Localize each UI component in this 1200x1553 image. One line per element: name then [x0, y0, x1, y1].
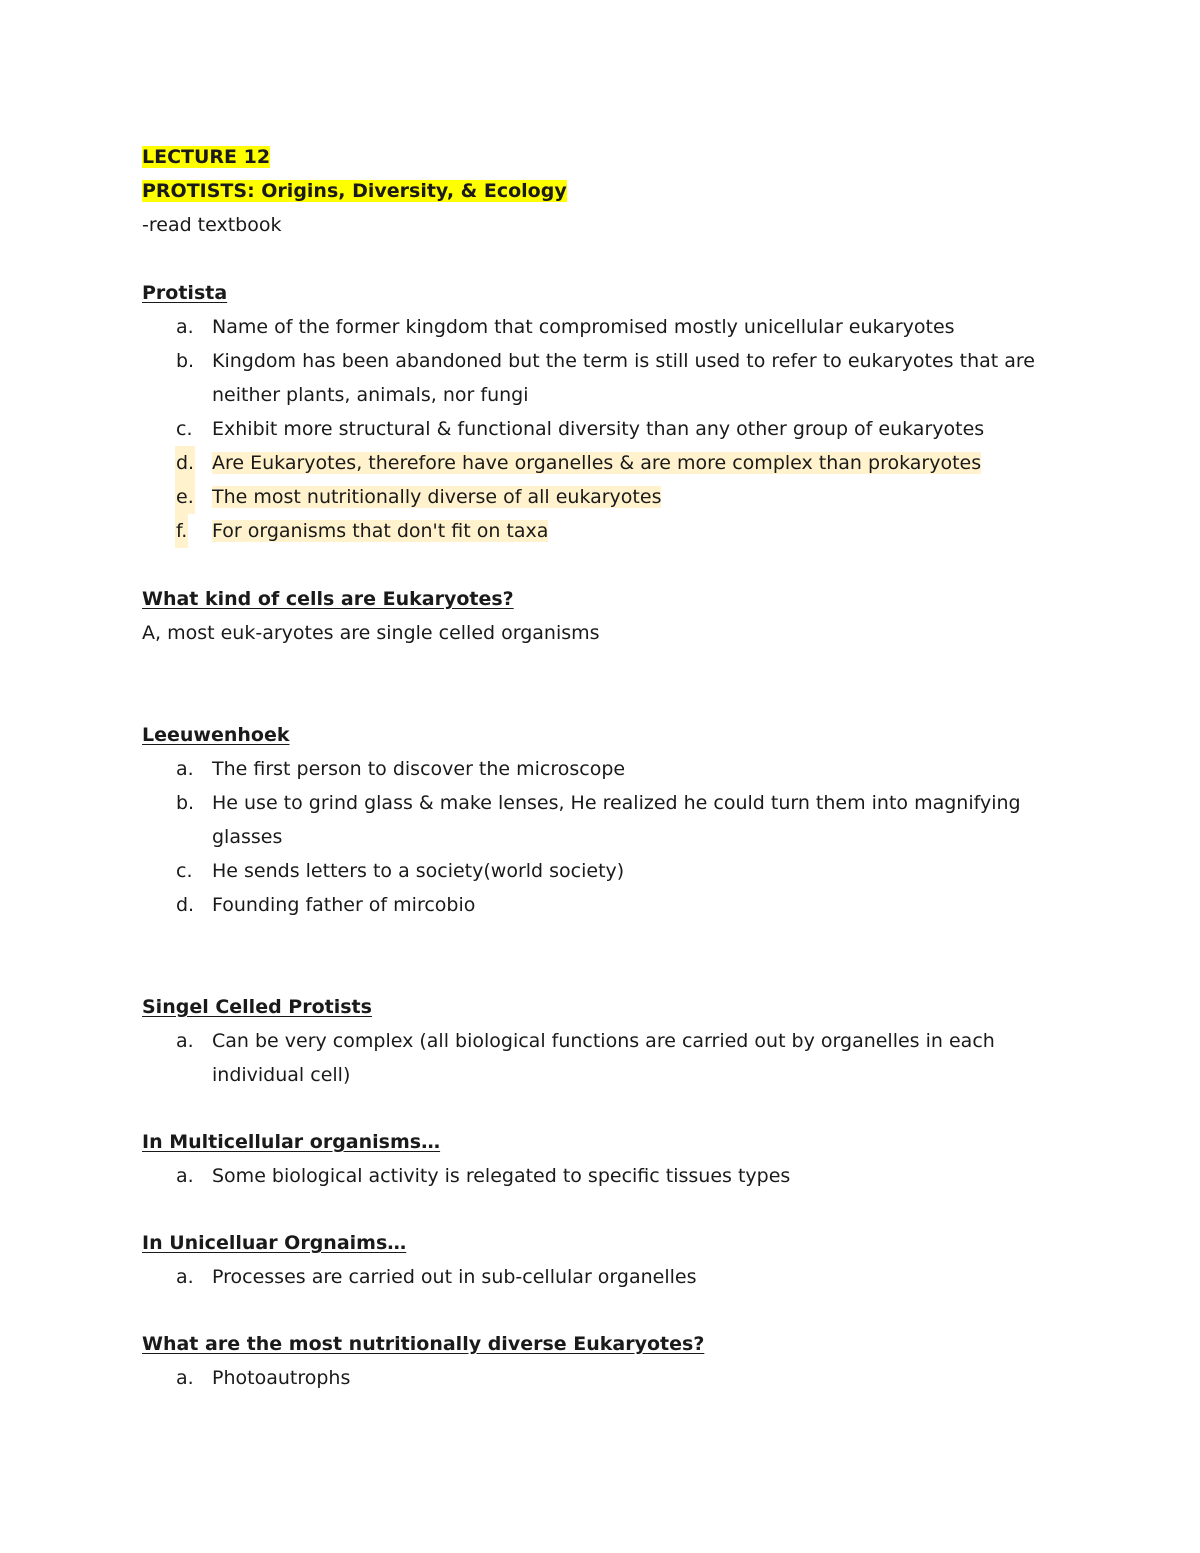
list-item-text: He use to grind glass & make lenses, He realized he could turn them into magnifying glasses: [212, 792, 1021, 848]
list-item: [142, 1260, 1042, 1294]
list-item: [142, 888, 1042, 922]
list-item: [142, 344, 1042, 412]
list-item-highlighted: [142, 514, 1042, 548]
protista-list: [142, 310, 1062, 548]
list-marker: b.: [176, 350, 195, 372]
section-heading-protista: Protista: [142, 282, 228, 304]
list-item-text: Are Eukaryotes, therefore have organelles & are more complex than prokaryotes: [212, 452, 982, 474]
list-marker: c.: [176, 860, 193, 882]
list-item-highlighted: [142, 446, 1042, 480]
list-item: [142, 786, 1042, 854]
list-item-text: The most nutritionally diverse of all eukaryotes: [212, 486, 662, 508]
list-item-text: He sends letters to a society(world society): [212, 860, 625, 882]
list-marker: d.: [175, 446, 195, 480]
lecture-topic-line: [142, 174, 1062, 208]
section-heading-multicellular: In Multicellular organisms…: [142, 1131, 441, 1153]
leeuwenhoek-list: [142, 752, 1062, 922]
nutrition-list: [142, 1361, 1062, 1395]
list-item-text: Name of the former kingdom that compromised mostly unicellular eukaryotes: [212, 316, 955, 338]
multicellular-list: [142, 1159, 1062, 1193]
list-marker: e.: [175, 480, 195, 514]
list-marker: a.: [176, 1266, 194, 1288]
list-item-text: Photoautrophs: [212, 1367, 351, 1389]
list-item-text: Kingdom has been abandoned but the term is still used to refer to eukaryotes that are neither plants, animals, nor fungi: [212, 350, 1035, 406]
list-item-text: Can be very complex (all biological functions are carried out by organelles in each individual cell): [212, 1030, 995, 1086]
reading-note: -read textbook: [142, 214, 282, 236]
single-celled-list: [142, 1024, 1062, 1092]
list-marker: a.: [176, 1367, 194, 1389]
lecture-topic: PROTISTS: Origins, Diversity, & Ecology: [142, 180, 567, 202]
list-marker: b.: [176, 792, 195, 814]
list-marker: c.: [176, 418, 193, 440]
list-marker: a.: [176, 1165, 194, 1187]
section-heading-cells: What kind of cells are Eukaryotes?: [142, 588, 514, 610]
list-item-text: Exhibit more structural & functional diversity than any other group of eukaryotes: [212, 418, 985, 440]
list-item: [142, 1361, 1042, 1395]
list-marker: a.: [176, 316, 194, 338]
list-item: [142, 412, 1042, 446]
section-heading-leeuwenhoek: Leeuwenhoek: [142, 724, 290, 746]
cells-answer: A, most euk-aryotes are single celled organisms: [142, 622, 600, 644]
list-item-text: For organisms that don't fit on taxa: [212, 520, 549, 542]
unicellular-list: [142, 1260, 1062, 1294]
list-marker: a.: [176, 1030, 194, 1052]
list-item: [142, 752, 1042, 786]
section-heading-unicellular: In Unicelluar Orgnaims…: [142, 1232, 407, 1254]
list-item: [142, 854, 1042, 888]
list-marker: a.: [176, 758, 194, 780]
list-item: [142, 310, 1042, 344]
list-marker: d.: [176, 894, 195, 916]
list-item-text: Founding father of mircobio: [212, 894, 476, 916]
list-item: [142, 1024, 1042, 1092]
list-item-text: Some biological activity is relegated to specific tissues types: [212, 1165, 791, 1187]
list-marker: f.: [175, 514, 188, 548]
list-item: [142, 1159, 1042, 1193]
lecture-title: [142, 140, 1062, 174]
section-heading-single-celled: Singel Celled Protists: [142, 996, 372, 1018]
lecture-number: LECTURE 12: [142, 146, 271, 168]
list-item-highlighted: [142, 480, 1042, 514]
document-page: [142, 140, 1062, 1395]
list-item-text: The first person to discover the microscope: [212, 758, 626, 780]
section-heading-nutrition: What are the most nutritionally diverse Eukaryotes?: [142, 1333, 705, 1355]
list-item-text: Processes are carried out in sub-cellular organelles: [212, 1266, 697, 1288]
